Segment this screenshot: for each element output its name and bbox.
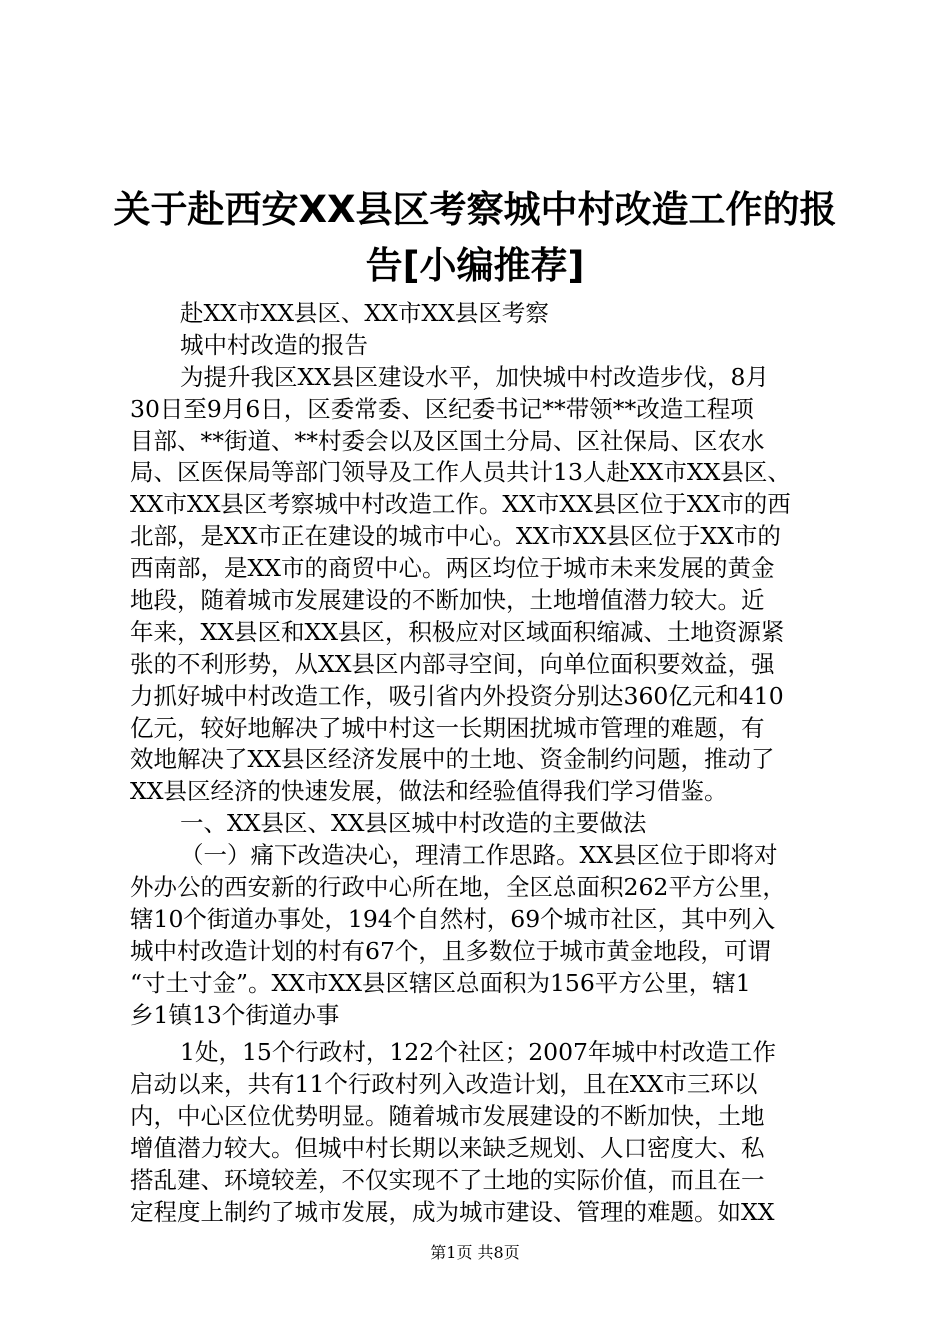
section-heading: 一、XX县区、XX县区城中村改造的主要做法 — [180, 809, 647, 838]
document-body — [130, 298, 830, 1229]
paragraph-line: 北部，是XX市正在建设的城市中心。XX市XX县区位于XX市的 — [130, 522, 781, 551]
paragraph-line: 定程度上制约了城市发展，成为城市建设、管理的难题。如XX — [130, 1197, 775, 1226]
paragraph-line: 辖10个街道办事处，194个自然村，69个城市社区，其中列入 — [130, 904, 776, 933]
paragraph-line: 张的不利形势，从XX县区内部寻空间，向单位面积要效益，强 — [130, 649, 775, 678]
paragraph-line: 乡1镇13个街道办事 — [130, 1000, 340, 1029]
paragraph-line: 西南部，是XX市的商贸中心。两区均位于城市未来发展的黄金 — [130, 554, 775, 583]
paragraph-line: 为提升我区XX县区建设水平，加快城中村改造步伐，8月 — [180, 362, 769, 391]
paragraph-line: 30日至9月6日，区委常委、区纪委书记**带领**改造工程项 — [130, 394, 754, 423]
paragraph-line: 内，中心区位优势明显。随着城市发展建设的不断加快，土地 — [130, 1102, 765, 1131]
paragraph-line: 地段，随着城市发展建设的不断加快，土地增值潜力较大。近 — [130, 586, 765, 615]
page-number-footer: 第1页 共8页 — [430, 1243, 520, 1262]
paragraph-line: （一）痛下改造决心，理清工作思路。XX县区位于即将对 — [180, 841, 778, 870]
paragraph-line: “寸土寸金”。XX市XX县区辖区总面积为156平方公里，辖1 — [130, 968, 751, 997]
paragraph-line: 外办公的西安新的行政中心所在地，全区总面积262平方公里， — [130, 873, 786, 902]
paragraph-line: XX县区经济的快速发展，做法和经验值得我们学习借鉴。 — [130, 777, 728, 806]
paragraph-line: 亿元，较好地解决了城中村这一长期困扰城市管理的难题，有 — [130, 713, 765, 742]
paragraph-line: 年来，XX县区和XX县区，积极应对区域面积缩减、土地资源紧 — [130, 617, 785, 646]
paragraph-line: 增值潜力较大。但城中村长期以来缺乏规划、人口密度大、私 — [130, 1134, 765, 1163]
paragraph-line: 力抓好城中村改造工作，吸引省内外投资分别达360亿元和410 — [130, 681, 784, 710]
paragraph-line: 效地解决了XX县区经济发展中的土地、资金制约问题，推动了 — [130, 745, 775, 774]
paragraph-line: 搭乱建、环境较差，不仅实现不了土地的实际价值，而且在一 — [130, 1166, 765, 1195]
subtitle-line: 赴XX市XX县区、XX市XX县区考察 — [180, 299, 549, 327]
document-title-line-2: 告[小编推荐] — [365, 244, 585, 287]
paragraph-line: 目部、**街道、**村委会以及区国土分局、区社保局、区农水 — [130, 426, 765, 455]
paragraph-line: 城中村改造计划的村有67个，且多数位于城市黄金地段，可谓 — [130, 936, 771, 965]
paragraph-line: 启动以来，共有11个行政村列入改造计划，且在XX市三环以 — [130, 1070, 758, 1099]
document-title-line-1: 关于赴西安XX县区考察城中村改造工作的报 — [113, 188, 837, 231]
paragraph-line: 1处，15个行政村，122个社区；2007年城中村改造工作 — [180, 1038, 777, 1067]
subtitle-line: 城中村改造的报告 — [180, 330, 368, 359]
paragraph-line: 局、区医保局等部门领导及工作人员共计13人赴XX市XX县区、 — [130, 458, 791, 487]
paragraph-line: XX市XX县区考察城中村改造工作。XX市XX县区位于XX市的西 — [130, 490, 791, 519]
